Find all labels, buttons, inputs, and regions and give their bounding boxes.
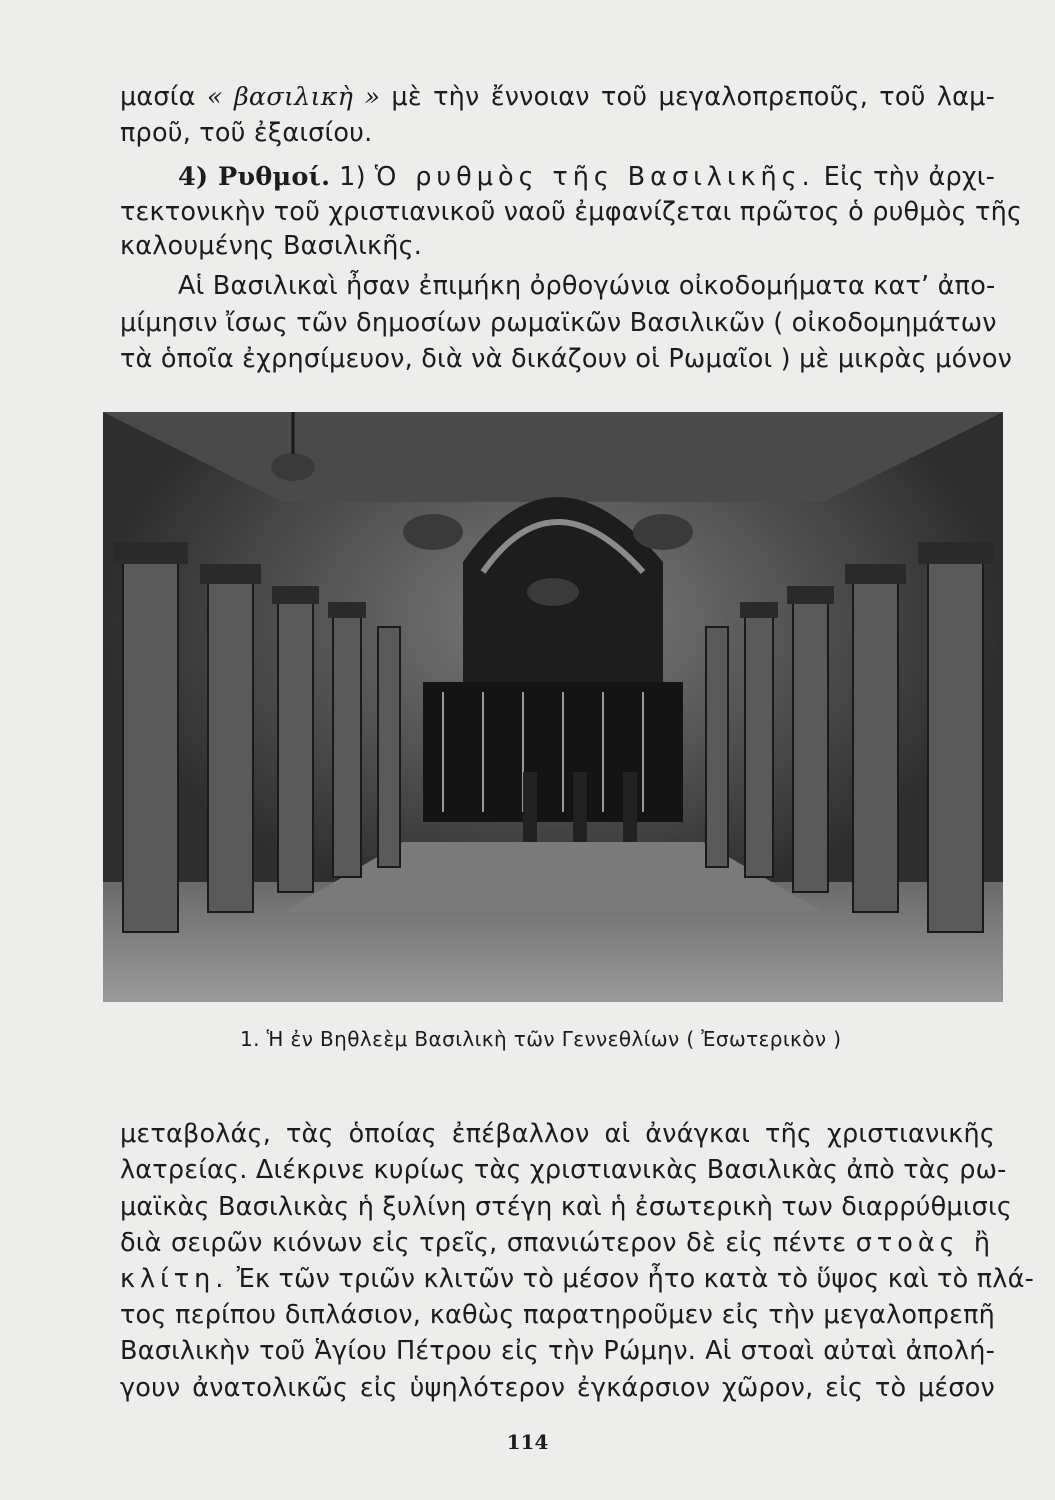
text-line: λατρείας. Διέκρινε κυρίως τὰς χριστιανικὰς Βασιλικὰς ἀπὸ τὰς ρω- (120, 1155, 1007, 1185)
text-line: 4) Ρυθμοί. 1) Ὁ ρυθμὸς τῆς Βασιλικῆς. Εἰς τὴν ἀρχι- (178, 162, 996, 192)
text-line: καλουμένης Βασιλικῆς. (120, 231, 423, 261)
text-line: Βασιλικὴν τοῦ Ἁγίου Πέτρου εἰς τὴν Ρώμην. Αἱ στοαὶ αὐταὶ ἀπολή- (120, 1336, 995, 1366)
text-line: τὰ ὁποῖα ἐχρησίμευον, διὰ νὰ δικάζουν οἱ Ρωμαῖοι ) μὲ μικρὰς μόνον (120, 344, 1013, 374)
text-line: κλίτη. Ἐκ τῶν τριῶν κλιτῶν τὸ μέσον ἦτο κατὰ τὸ ὕψος καὶ τὸ πλά- (120, 1264, 1034, 1294)
text-line: προῦ, τοῦ ἐξαισίου. (120, 118, 373, 148)
text-line: μεταβολάς, τὰς ὁποίας ἐπέβαλλον αἱ ἀνάγκαι τῆς χριστιανικῆς (120, 1119, 995, 1149)
italic-term: « βασιλικὴ » (206, 82, 381, 112)
page-number: 114 (506, 1430, 549, 1454)
text-line: μίμησιν ἴσως τῶν δημοσίων ρωμαϊκῶν Βασιλικῶν ( οἰκοδομημάτων (120, 308, 997, 338)
section-heading: 4) Ρυθμοί. (178, 162, 331, 192)
text-line: Αἱ Βασιλικαὶ ἦσαν ἐπιμήκη ὀρθογώνια οἰκοδομήματα κατ’ ἀπο- (178, 271, 996, 301)
basilica-interior-photo (103, 412, 1003, 1002)
figure-caption: 1. Ἡ ἐν Βηθλεὲμ Βασιλικὴ τῶν Γεννεθλίων ( Ἐσωτερικὸν ) (240, 1027, 842, 1051)
spaced-term: στοὰς ἢ (855, 1228, 995, 1258)
text-line: τεκτονικὴν τοῦ χριστιανικοῦ ναοῦ ἐμφανίζεται πρῶτος ὁ ρυθμὸς τῆς (120, 197, 1023, 227)
text-line: μασία « βασιλικὴ » μὲ τὴν ἔννοιαν τοῦ μεγαλοπρεποῦς, τοῦ λαμ- (120, 82, 995, 112)
spaced-term: Ὁ ρυθμὸς τῆς Βασιλικῆς. (374, 162, 815, 192)
text-line: τος περίπου διπλάσιον, καθὼς παρατηροῦμεν εἰς τὴν μεγαλοπρεπῆ (120, 1300, 995, 1330)
text-line: διὰ σειρῶν κιόνων εἰς τρεῖς, σπανιώτερον δὲ εἰς πέντε στοὰς ἢ (120, 1228, 995, 1258)
spaced-term: κλίτη. (120, 1264, 229, 1294)
text-line: μαϊκὰς Βασιλικὰς ἡ ξυλίνη στέγη καὶ ἡ ἐσωτερικὴ των διαρρύθμισις (120, 1192, 1013, 1222)
text-line: γουν ἀνατολικῶς εἰς ὑψηλότερον ἐγκάρσιον χῶρον, εἰς τὸ μέσον (120, 1373, 995, 1403)
